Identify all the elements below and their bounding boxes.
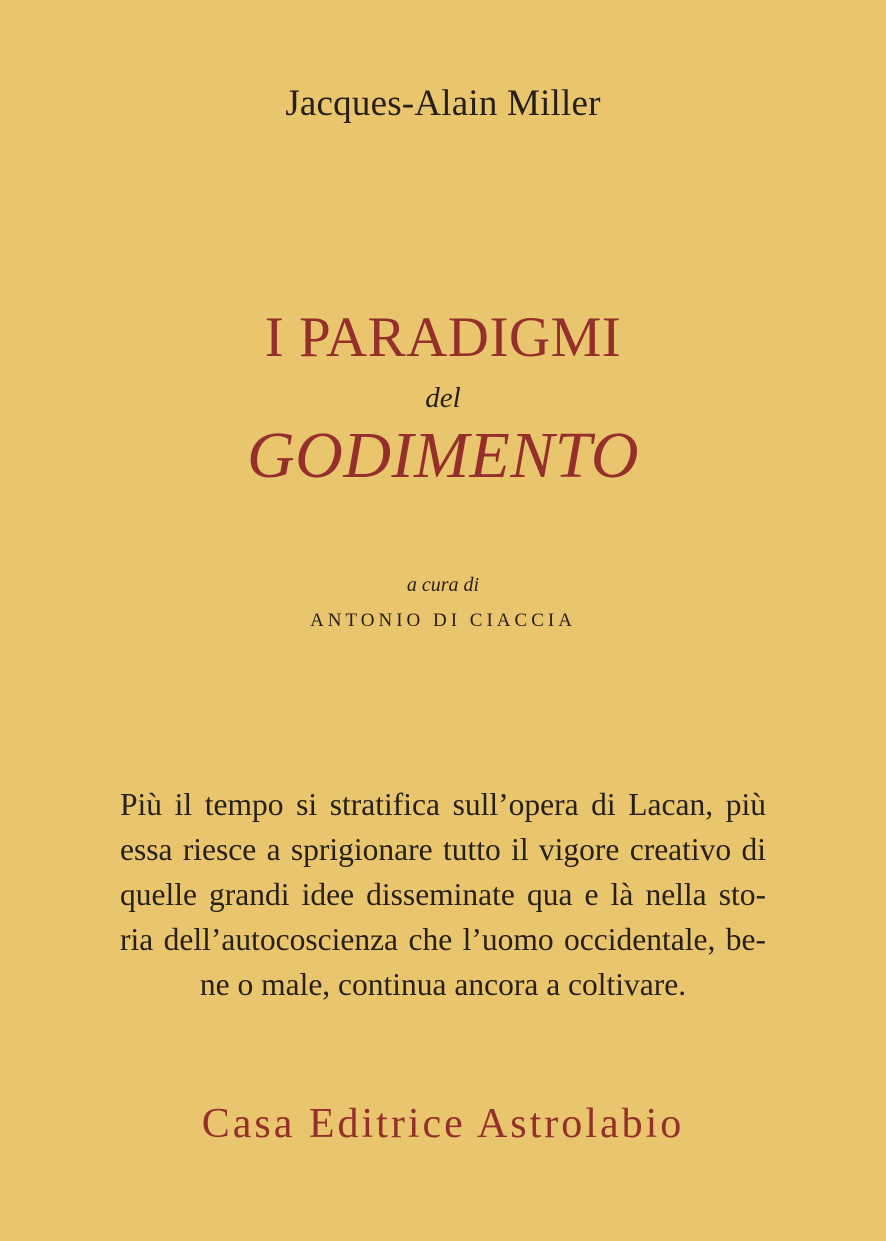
editor-label: a cura di [406,574,480,596]
blurb-line: ria dell’autocoscienza che l’uomo occidentale, be- [120,922,766,957]
author-name: Jacques-Alain Miller [285,83,601,124]
blurb-line: Più il tempo si stratifica sull’opera di Lacan, più [120,787,766,822]
title-subject: GODIMENTO [247,419,639,492]
blurb-paragraph [120,782,766,1007]
editor-name: ANTONIO DI CIACCIA [310,610,576,631]
title-connector: del [425,382,461,414]
publisher-name: Casa Editrice Astrolabio [201,1101,685,1147]
blurb-line: quelle grandi idee disseminate qua e là nella sto- [120,877,766,912]
blurb-line: ne o male, continua ancora a coltivare. [199,967,687,1002]
blurb-line: essa riesce a sprigionare tutto il vigore creativo di [120,832,766,867]
title-main: I PARADIGMI [264,306,622,369]
